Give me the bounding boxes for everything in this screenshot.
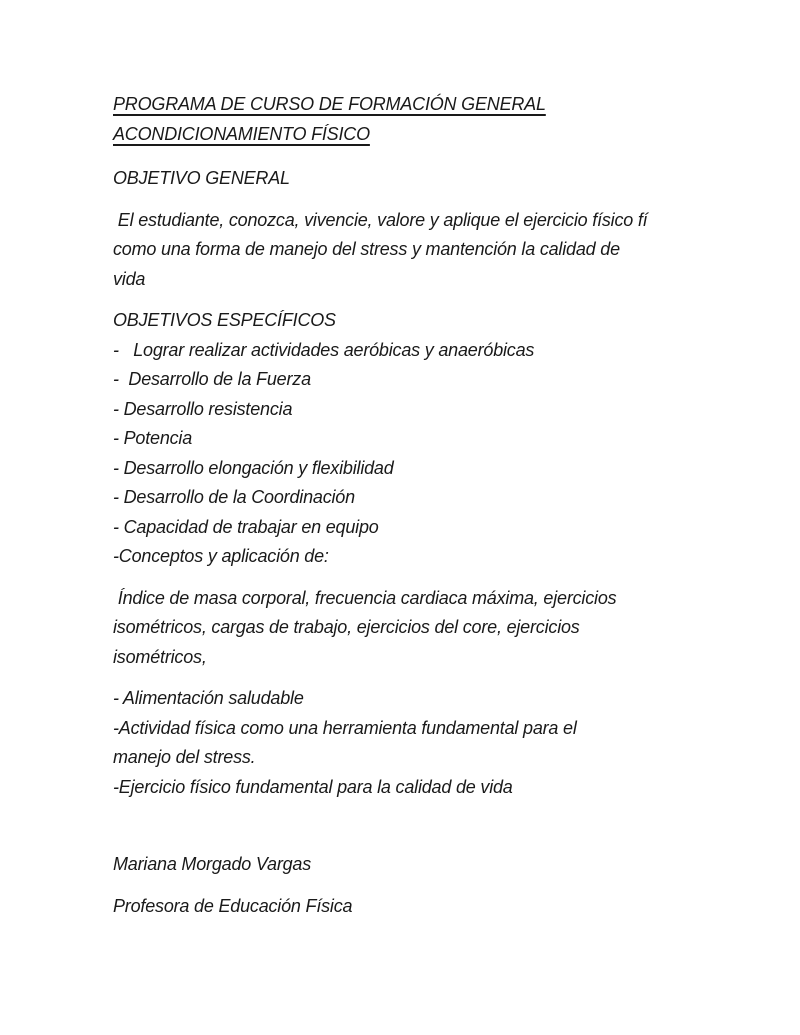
title-line-acondicionamiento: ACONDICIONAMIENTO FÍSICO	[113, 123, 370, 144]
list-item: manejo del stress.	[113, 747, 256, 767]
objetivos-especificos-heading: OBJETIVOS ESPECÍFICOS	[113, 310, 336, 330]
conceptos-paragraph	[113, 584, 713, 673]
list-item: - Alimentación saludable	[113, 688, 304, 708]
objetivo-general-paragraph	[113, 206, 713, 295]
paragraph-line: como una forma de manejo del stress y mantención la calidad de	[113, 239, 620, 259]
list-item: -Actividad física como una herramienta fundamental para el	[113, 717, 577, 738]
closing-items	[113, 684, 713, 802]
paragraph-line: El estudiante, conozca, vivencie, valore y aplique el ejercicio físico fí	[113, 209, 648, 230]
list-item: - Potencia	[113, 428, 193, 448]
paragraph-line: Índice de masa corporal, frecuencia cardiaca máxima, ejercicios	[113, 587, 617, 608]
list-item: - Desarrollo elongación y flexibilidad	[113, 457, 394, 478]
document-content	[113, 90, 713, 921]
title-line-programa: PROGRAMA DE CURSO DE FORMACIÓN GENERAL	[113, 94, 546, 114]
objetivos-especificos-section	[113, 306, 713, 572]
list-item: - Desarrollo resistencia	[113, 398, 293, 419]
list-item: -Conceptos y aplicación de:	[113, 546, 329, 566]
paragraph-line: isométricos, cargas de trabajo, ejercicios del core, ejercicios	[113, 617, 580, 637]
signature-name: Mariana Morgado Vargas	[113, 854, 312, 874]
list-item: - Capacidad de trabajar en equipo	[113, 516, 379, 537]
list-item: -Ejercicio físico fundamental para la calidad de vida	[113, 776, 513, 797]
signature-role: Profesora de Educación Física	[113, 895, 353, 916]
paragraph-line: isométricos,	[113, 646, 207, 667]
list-item: - Desarrollo de la Fuerza	[113, 369, 311, 389]
document-title	[113, 90, 713, 149]
list-item: - Lograr realizar actividades aeróbicas y anaeróbicas	[113, 339, 535, 360]
paragraph-line: vida	[113, 268, 146, 289]
list-item: - Desarrollo de la Coordinación	[113, 487, 355, 507]
objetivo-general-heading: OBJETIVO GENERAL	[113, 168, 290, 188]
